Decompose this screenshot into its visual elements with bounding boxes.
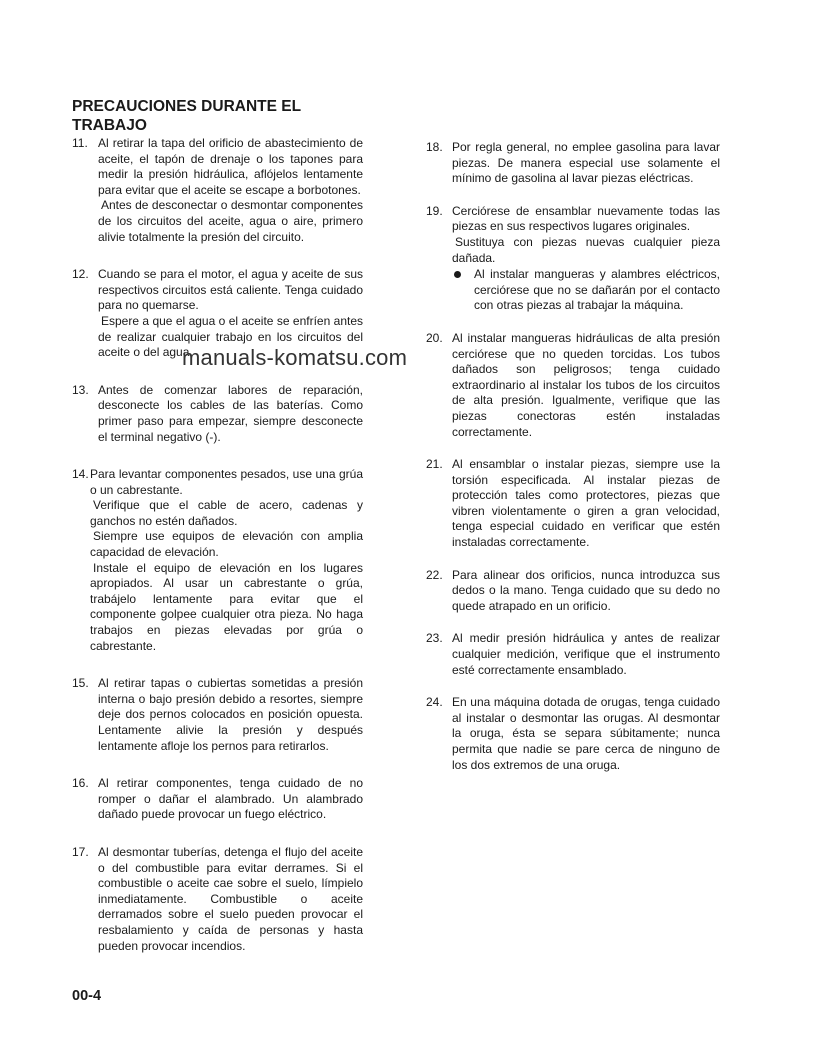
item-number: 20. (426, 330, 443, 345)
watermark: manuals-komatsu.com (182, 345, 408, 370)
page-number: 00-4 (72, 988, 102, 1004)
instruction-item (72, 776, 363, 823)
instruction-item (426, 457, 720, 551)
left-column (72, 136, 363, 954)
item-number: 15. (72, 676, 89, 691)
item-paragraph: Antes de comenzar labores de reparación, desconecte los cables de las baterías. Como primer paso para empezar, siempre desconecte el terminal negativo (-). (98, 382, 363, 444)
item-paragraph: Espere a que el agua o el aceite se enfríen antes de realizar cualquier trabajo en los circuitos del aceite o del agua. (98, 313, 363, 360)
instruction-item (426, 568, 720, 615)
item-number: 23. (426, 631, 443, 646)
item-number: 17. (72, 844, 89, 859)
instruction-item (72, 467, 363, 654)
item-paragraph: Al desmontar tuberías, detenga el flujo del aceite o del combustible para evitar derrames. Si el combustible o aceite cae sobre el suelo, límpielo inmediatamente. Combustible o aceite derramados sobre el suelo pueden provocar el resbalamiento y caída de personas y hasta pueden provocar incendios. (98, 844, 363, 953)
item-paragraph: Al medir presión hidráulica y antes de realizar cualquier medición, verifique que el instrumento esté correctamente ensamblado. (452, 631, 720, 677)
instruction-item (426, 695, 720, 773)
item-paragraph: Cerciórese de ensamblar nuevamente todas las piezas en sus respectivos lugares originales. (452, 203, 720, 234)
item-number: 11. (72, 136, 88, 150)
instruction-item (72, 845, 363, 954)
item-paragraph: Al ensamblar o instalar piezas, siempre use la torsión especificada. Al instalar piezas de protección tales como protectores, piezas que vibren violentamente o giren a gran velocidad, tenga especial cuidado en verificar que estén instaladas correctamente. (452, 457, 720, 550)
instruction-item (426, 631, 720, 678)
item-number: 16. (72, 776, 89, 791)
item-number: 22. (426, 567, 443, 582)
instruction-item (72, 136, 363, 245)
instruction-item (426, 204, 720, 314)
item-paragraph: Cuando se para el motor, el agua y aceite de sus respectivos circuitos está caliente. Tenga cuidado para no quemarse. (98, 267, 363, 313)
item-number: 21. (426, 457, 443, 472)
item-paragraph: En una máquina dotada de orugas, tenga cuidado al instalar o desmontar las orugas. Al desmontar la oruga, ésta se separa súbitamente; nunca permita que nadie se pare cerca de ninguno de los dos extremos de una oruga. (452, 695, 720, 772)
item-paragraph: Al retirar la tapa del orificio de abastecimiento de aceite, el tapón de drenaje o los tapones para medir la presión hidráulica, aflójelos lentamente para evitar que el aceite se escape a borbotones. (98, 136, 363, 197)
item-paragraph: Por regla general, no emplee gasolina para lavar piezas. De manera especial use solamente el mínimo de gasolina al lavar piezas eléctricas. (452, 140, 720, 186)
item-paragraph: Siempre use equipos de elevación con amplia capacidad de elevación. (90, 529, 363, 560)
item-paragraph: Instale el equipo de elevación en los lugares apropiados. Al usar un cabrestante o grúa, trabájelo lentamente para evitar que el componente golpee cualquier otra pieza. No haga trabajos en piezas elevadas por grúa o cabrestante. (90, 560, 363, 653)
item-paragraph: Al retirar componentes, tenga cuidado de no romper o dañar el alambrado. Un alambrado dañado puede provocar un fuego eléctrico. (98, 776, 363, 822)
item-number: 18. (426, 140, 443, 154)
item-number: 19. (426, 203, 443, 218)
item-number: 14. (72, 467, 89, 482)
item-paragraph: Al retirar tapas o cubiertas sometidas a presión interna o bajo presión debido a resortes, siempre deje dos pernos colocados en posición opuesta. Lentamente alivie la presión y después lentamente afloje los pernos para retirarlos. (98, 676, 363, 753)
bullet-text: Al instalar mangueras y alambres eléctricos, cerciórese que no se dañarán por el contacto con otras piezas al trabajar la máquina. (474, 267, 720, 313)
section-title: PRECAUCIONES DURANTE EL TRABAJO (72, 98, 301, 134)
instruction-item (72, 383, 363, 445)
item-paragraph: Antes de desconectar o desmontar componentes de los circuitos del aceite, agua o aire, primero alivie totalmente la presión del circuito. (98, 198, 363, 244)
item-number: 13. (72, 382, 89, 397)
item-number: 12. (72, 267, 89, 282)
item-paragraph: Verifique que el cable de acero, cadenas y ganchos no estén dañados. (90, 498, 363, 528)
item-paragraph: Al instalar mangueras hidráulicas de alta presión cerciórese que no queden torcidas. Los tubos dañados son peligrosos; tenga cuidado extraordinario al instalar los tubos de los circuitos de alta presión. Igualmente, verifique que las piezas conectoras estén instaladas correctamente. (452, 330, 720, 439)
item-paragraph: Para levantar componentes pesados, use una grúa o un cabrestante. (90, 467, 363, 497)
item-number: 24. (426, 695, 443, 710)
right-column (426, 140, 720, 773)
item-paragraph: Para alinear dos orificios, nunca introduzca sus dedos o la mano. Tenga cuidado que su dedo no quede atrapado en un orificio. (452, 567, 720, 613)
instruction-item (426, 140, 720, 187)
bullet-note (452, 267, 720, 314)
instruction-item (72, 676, 363, 754)
item-paragraph: Sustituya con piezas nuevas cualquier pieza dañada. (452, 234, 720, 265)
instruction-item (426, 331, 720, 440)
bullet-icon (454, 271, 461, 278)
